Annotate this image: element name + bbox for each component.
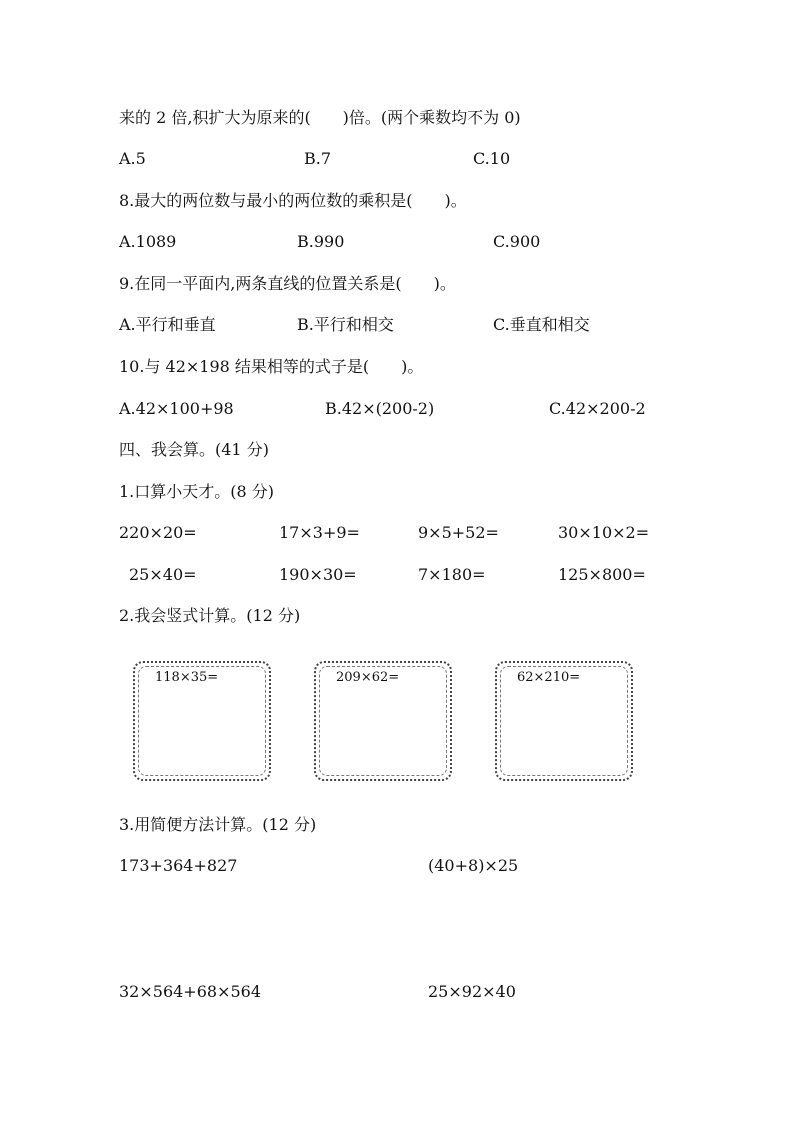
simplify-problem: (40+8)×25 [428,856,519,875]
part-1-heading: 1.口算小天才。(8 分) [119,482,275,501]
simplify-problem: 173+364+827 [119,856,238,875]
vertical-calc-box [495,661,633,781]
q9-option-b: B.平行和相交 [297,315,394,334]
q7-option-c: C.10 [473,149,511,168]
simplify-problem: 25×92×40 [428,982,516,1001]
mental-problem: 7×180= [418,565,486,584]
part-2-heading: 2.我会竖式计算。(12 分) [119,606,301,625]
mental-problem: 9×5+52= [418,523,499,542]
question-8: 8.最大的两位数与最小的两位数的乘积是( )。 [119,191,467,210]
vertical-calc-box [314,661,452,781]
question-10: 10.与 42×198 结果相等的式子是( )。 [119,357,424,376]
simplify-problem: 32×564+68×564 [119,982,262,1001]
q10-option-c: C.42×200-2 [549,399,646,418]
q8-option-c: C.900 [493,232,541,251]
mental-problem: 125×800= [558,565,646,584]
q7-option-b: B.7 [304,149,332,168]
vertical-calc-problem: 118×35= [155,670,219,685]
vertical-calc-problem: 209×62= [336,670,400,685]
mental-problem: 17×3+9= [279,523,360,542]
q8-option-b: B.990 [297,232,345,251]
section-4-heading: 四、我会算。(41 分) [119,440,269,459]
q8-option-a: A.1089 [119,232,177,251]
vertical-calc-box [133,661,271,781]
q7-option-a: A.5 [119,149,146,168]
part-3-heading: 3.用简便方法计算。(12 分) [119,815,317,834]
vertical-calc-problem: 62×210= [517,670,581,685]
mental-problem: 220×20= [119,523,197,542]
q10-option-b: B.42×(200-2) [325,399,435,418]
question-9: 9.在同一平面内,两条直线的位置关系是( )。 [119,274,456,293]
q10-option-a: A.42×100+98 [119,399,234,418]
mental-problem: 30×10×2= [558,523,650,542]
mental-problem: 190×30= [279,565,357,584]
q9-option-a: A.平行和垂直 [119,315,216,334]
mental-problem: 25×40= [129,565,197,584]
question-7-continuation: 来的 2 倍,积扩大为原来的( )倍。(两个乘数均不为 0) [119,108,521,127]
q9-option-c: C.垂直和相交 [493,315,590,334]
